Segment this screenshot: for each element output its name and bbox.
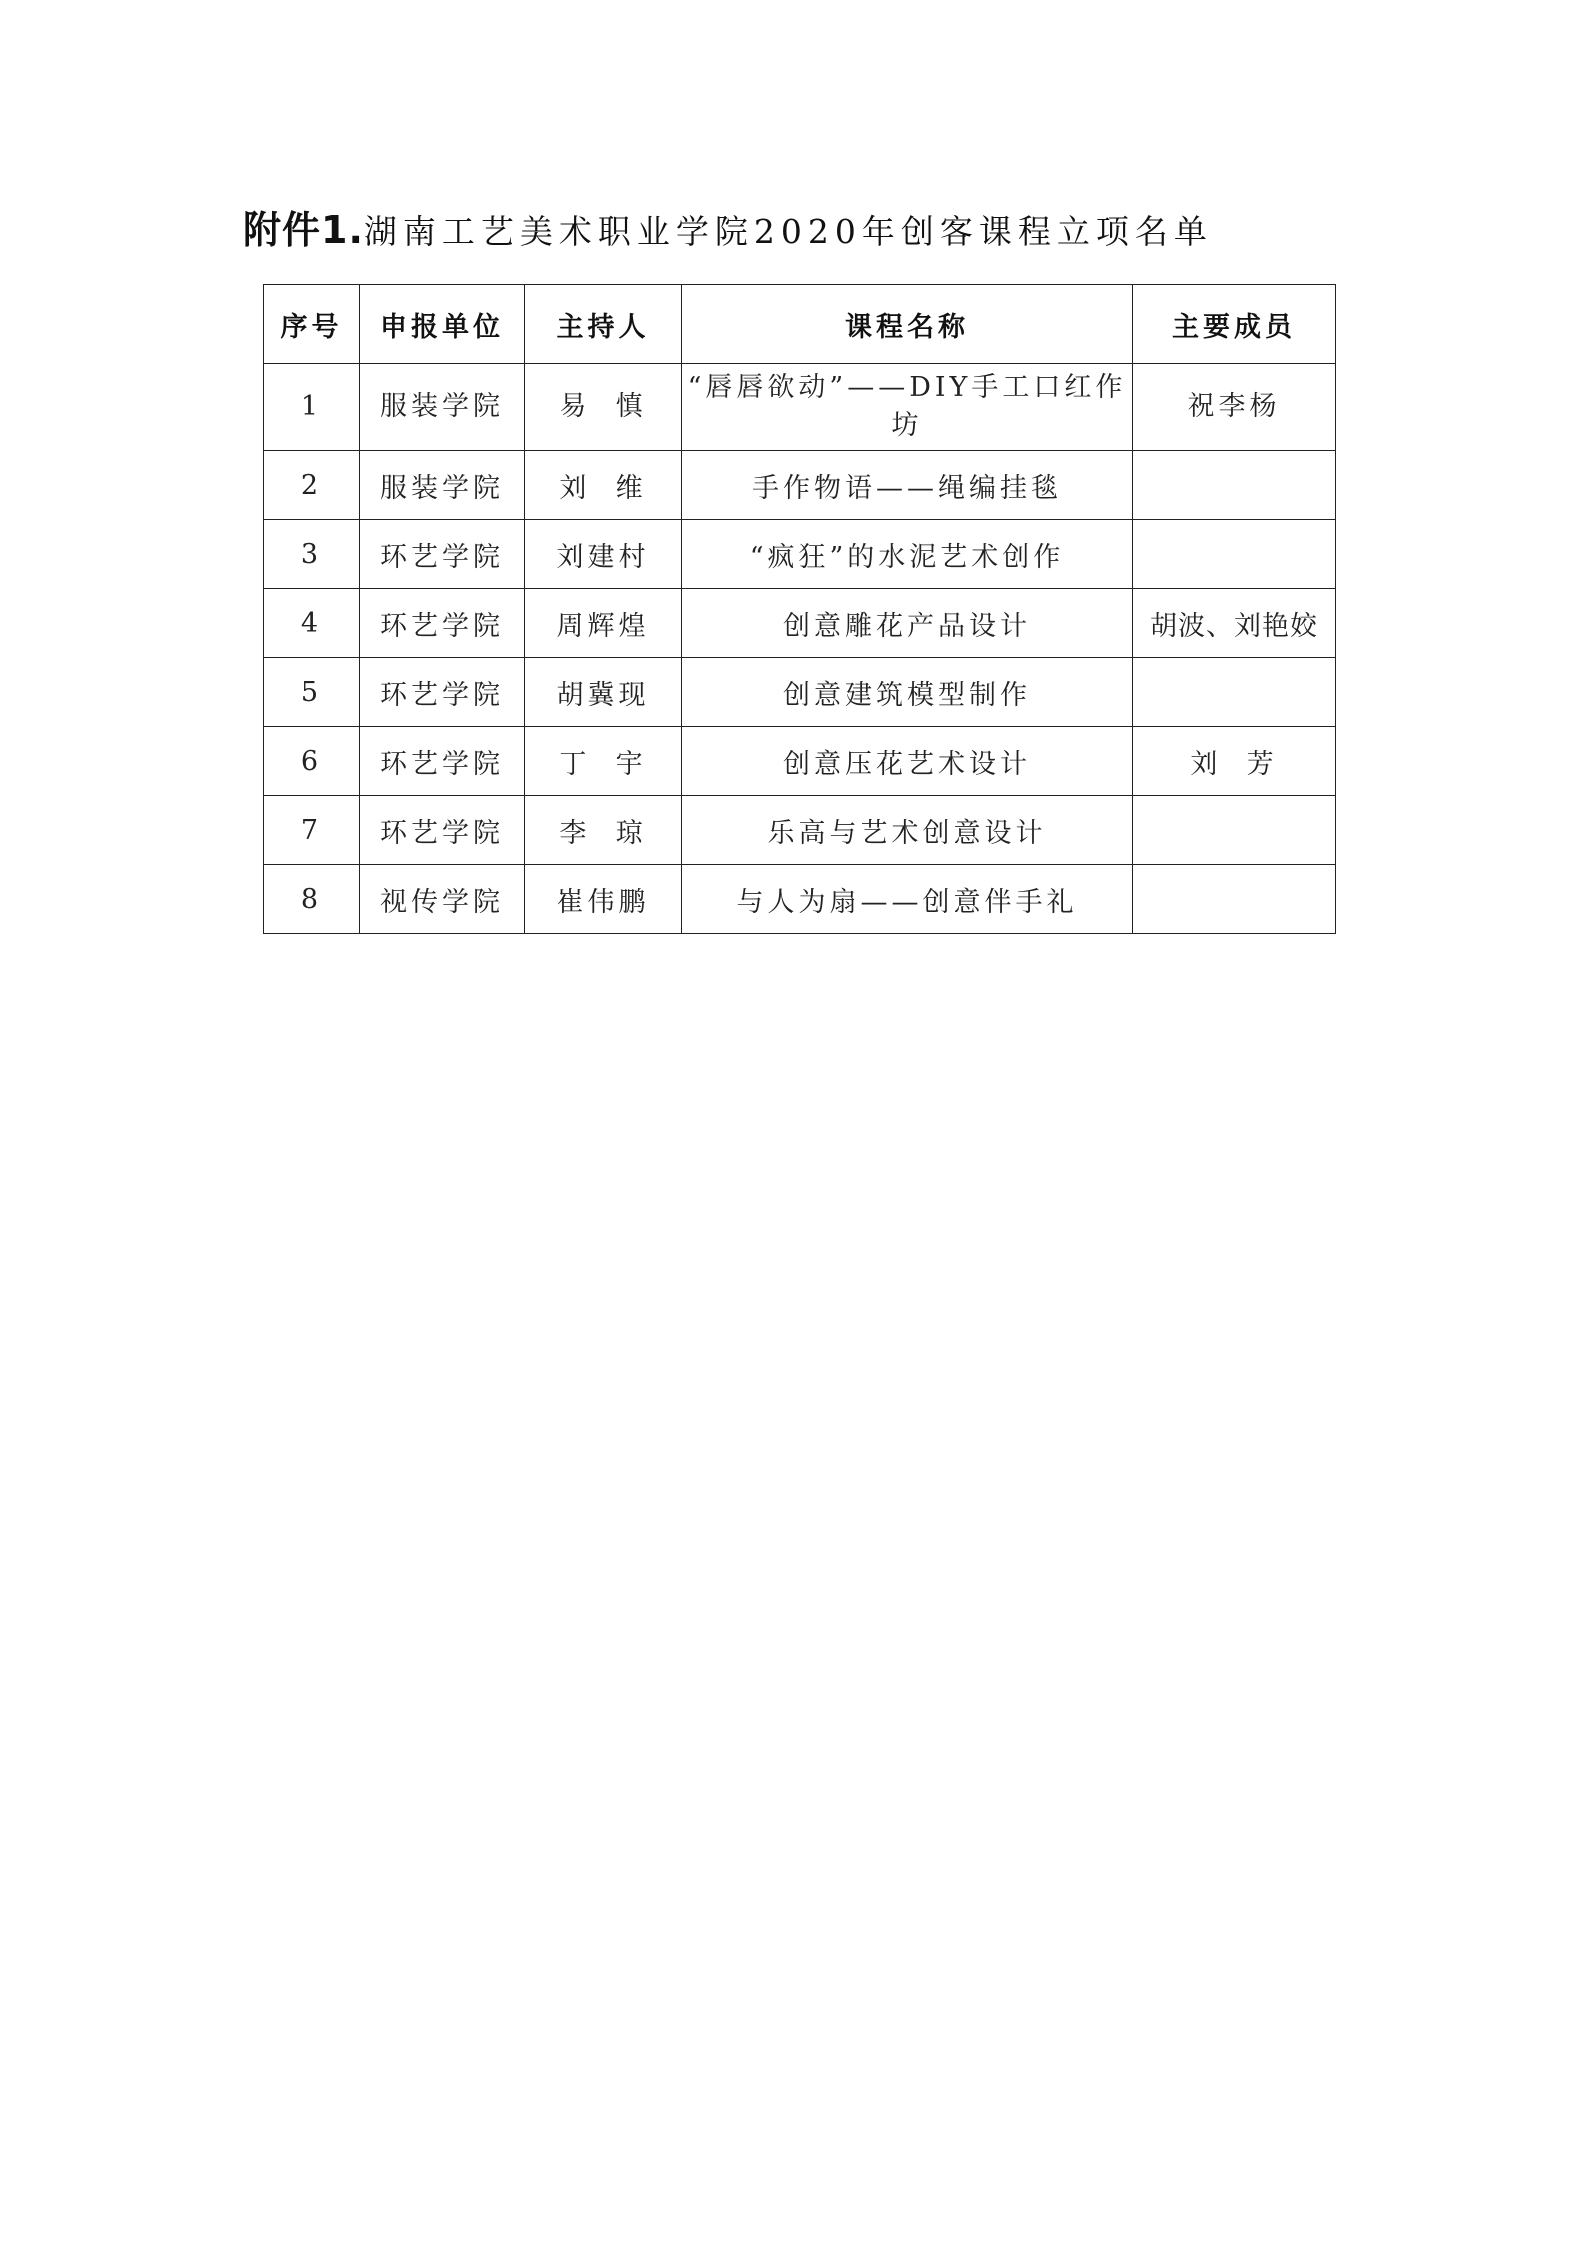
table-row [264, 451, 1336, 520]
title-lead: 附件1. [243, 208, 364, 252]
cell-members [1133, 658, 1336, 727]
cell-members: 祝李杨 [1133, 364, 1336, 451]
cell-host: 丁 宇 [525, 727, 682, 796]
cell-index: 5 [264, 658, 360, 727]
cell-index: 6 [264, 727, 360, 796]
cell-host: 刘建村 [525, 520, 682, 589]
cell-unit: 环艺学院 [360, 520, 525, 589]
cell-members [1133, 865, 1336, 934]
cell-host: 崔伟鹏 [525, 865, 682, 934]
cell-index: 8 [264, 865, 360, 934]
cell-unit: 环艺学院 [360, 658, 525, 727]
cell-unit: 服装学院 [360, 451, 525, 520]
cell-host: 李 琼 [525, 796, 682, 865]
cell-host: 易 慎 [525, 364, 682, 451]
cell-host: 刘 维 [525, 451, 682, 520]
table-row [264, 589, 1336, 658]
cell-members: 刘 芳 [1133, 727, 1336, 796]
course-list-table [263, 284, 1336, 934]
table-row [264, 658, 1336, 727]
cell-index: 2 [264, 451, 360, 520]
table-row [264, 520, 1336, 589]
cell-members [1133, 451, 1336, 520]
cell-course-name: 创意建筑模型制作 [682, 658, 1133, 727]
cell-course-name: 创意雕花产品设计 [682, 589, 1133, 658]
table-row [264, 865, 1336, 934]
cell-course-name: 手作物语——绳编挂毯 [682, 451, 1133, 520]
cell-unit: 环艺学院 [360, 727, 525, 796]
cell-host: 周辉煌 [525, 589, 682, 658]
cell-index: 1 [264, 364, 360, 451]
cell-unit: 视传学院 [360, 865, 525, 934]
header-host: 主持人 [525, 285, 682, 364]
cell-course-name: 乐高与艺术创意设计 [682, 796, 1133, 865]
cell-members: 胡波、刘艳姣 [1133, 589, 1336, 658]
cell-index: 7 [264, 796, 360, 865]
cell-host: 胡冀现 [525, 658, 682, 727]
header-course-name: 课程名称 [682, 285, 1133, 364]
cell-course-name: “唇唇欲动”——DIY手工口红作坊 [682, 364, 1133, 451]
cell-members [1133, 796, 1336, 865]
cell-index: 3 [264, 520, 360, 589]
header-members: 主要成员 [1133, 285, 1336, 364]
cell-index: 4 [264, 589, 360, 658]
table-row [264, 364, 1336, 451]
cell-unit: 环艺学院 [360, 796, 525, 865]
cell-course-name: 创意压花艺术设计 [682, 727, 1133, 796]
table-row [264, 796, 1336, 865]
cell-course-name: “疯狂”的水泥艺术创作 [682, 520, 1133, 589]
table-header-row [264, 285, 1336, 364]
cell-unit: 服装学院 [360, 364, 525, 451]
cell-unit: 环艺学院 [360, 589, 525, 658]
table-row [264, 727, 1336, 796]
header-index: 序号 [264, 285, 360, 364]
cell-course-name: 与人为扇——创意伴手礼 [682, 865, 1133, 934]
title-text: 湖南工艺美术职业学院2020年创客课程立项名单 [363, 212, 1213, 251]
document-title [243, 200, 1213, 260]
header-unit: 申报单位 [360, 285, 525, 364]
cell-members [1133, 520, 1336, 589]
